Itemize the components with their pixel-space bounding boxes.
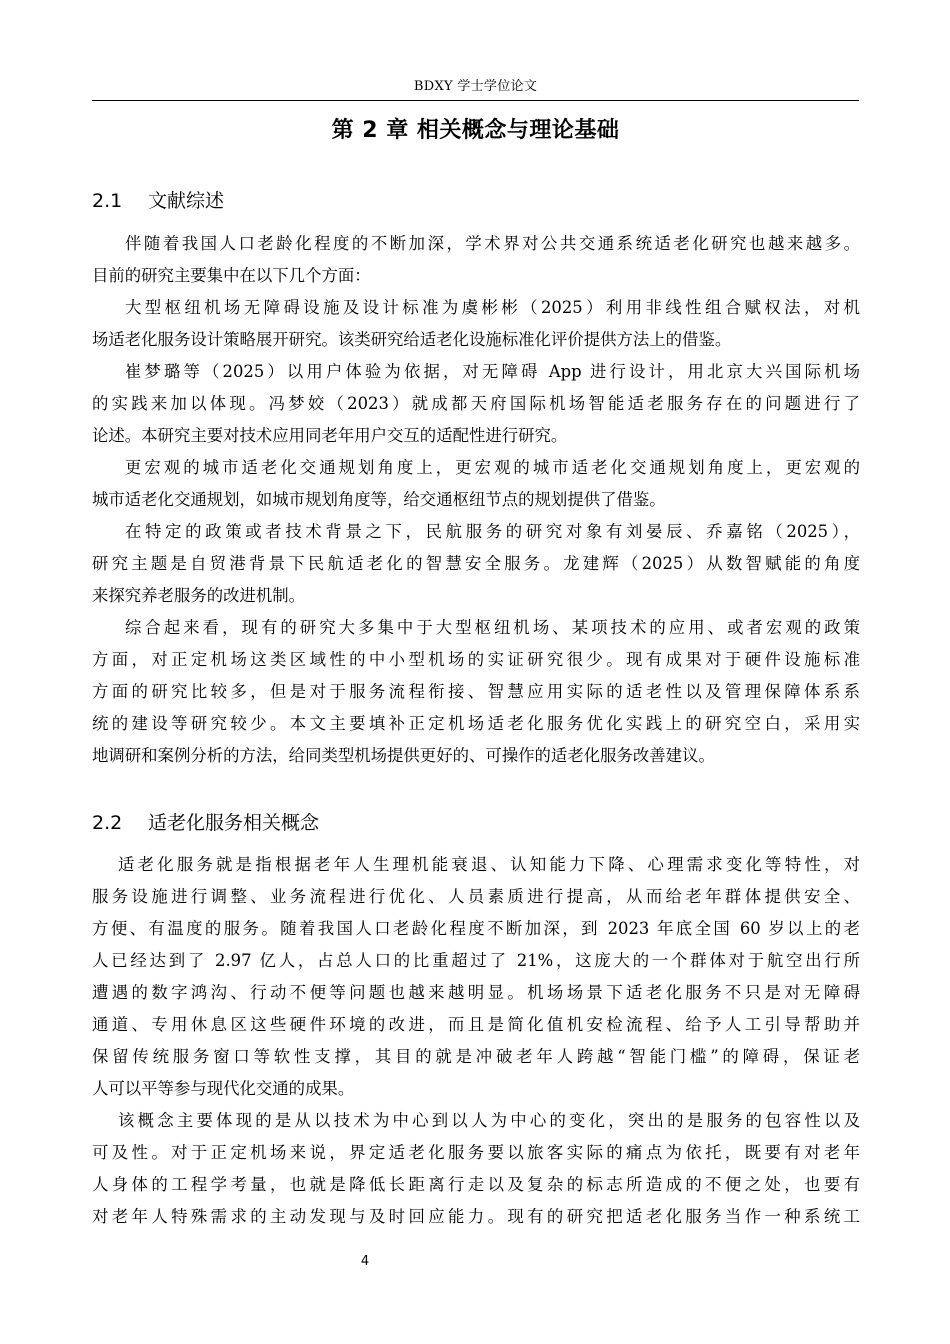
- text-line: 的实践来加以体现。冯梦姣（2023）就成都天府国际机场智能适老服务存在的问题进行了: [92, 394, 860, 413]
- section-number: 2.2: [92, 812, 123, 834]
- text-line: 方面，对正定机场这类区域性的中小型机场的实证研究很少。现有成果对于硬件设施标准: [92, 650, 860, 669]
- section-title: 文献综述: [148, 190, 225, 212]
- text-line: 人可以平等参与现代化交通的成果。: [92, 1079, 355, 1098]
- text-line: 方面的研究比较多，但是对于服务流程衔接、智慧应用实际的适老性以及管理保障体系系: [92, 682, 860, 701]
- text-line: 地调研和案例分析的方法，给同类型机场提供更好的、可操作的适老化服务改善建议。: [92, 746, 715, 765]
- text-line: 人已经达到了 2.97 亿人，占总人口的比重超过了 21%，这庞大的一个群体对于航空出行所: [92, 951, 860, 970]
- page-number: 4: [360, 1254, 370, 1269]
- text-line: 伴随着我国人口老龄化程度的不断加深，学术界对公共交通系统适老化研究也越来越多。: [125, 234, 860, 253]
- text-line: 崔梦璐等（2025）以用户体验为依据，对无障碍 App 进行设计，用北京大兴国际机场: [125, 362, 860, 381]
- running-header: BDXY 学士学位论文: [413, 79, 538, 94]
- chapter-title: 第 2 章 相关概念与理论基础: [331, 118, 620, 143]
- text-line: 该概念主要体现的是从以技术为中心到以人为中心的变化，突出的是服务的包容性以及: [118, 1111, 860, 1130]
- text-line: 综合起来看，现有的研究大多集中于大型枢纽机场、某项技术的应用、或者宏观的政策: [125, 618, 860, 637]
- text-line: 更宏观的城市适老化交通规划角度上，更宏观的城市适老化交通规划角度上，更宏观的: [125, 458, 860, 477]
- text-line: 服务设施进行调整、业务流程进行优化、人员素质进行提高，从而给老年群体提供安全、: [92, 887, 860, 906]
- text-line: 方便、有温度的服务。随着我国人口老龄化程度不断加深，到 2023 年底全国 60 岁以上的老: [92, 919, 860, 938]
- text-line: 论述。本研究主要对技术应用同老年用户交互的适配性进行研究。: [92, 426, 568, 445]
- section-2-1-body: [92, 228, 860, 772]
- text-line: 在特定的政策或者技术背景之下，民航服务的研究对象有刘晏辰、乔嘉铭（2025），: [125, 522, 860, 541]
- text-line: 目前的研究主要集中在以下几个方面：: [92, 266, 371, 285]
- text-line: 对老年人特殊需求的主动发现与及时回应能力。现有的研究把适老化服务当作一种系统工: [92, 1207, 860, 1226]
- text-line: 大型枢纽机场无障碍设施及设计标准为虞彬彬（2025）利用非线性组合赋权法，对机: [125, 298, 860, 317]
- header-divider: [92, 100, 859, 101]
- section-2-2-body: [92, 849, 860, 1233]
- text-line: 可及性。对于正定机场来说，界定适老化服务要以旅客实际的痛点为依托，既要有对老年: [92, 1143, 860, 1162]
- text-line: 通道、专用休息区这些硬件环境的改进，而且是简化值机安检流程、给予人工引导帮助并: [92, 1015, 860, 1034]
- text-line: 来探究养老服务的改进机制。: [92, 586, 306, 605]
- text-line: 人身体的工程学考量，也就是降低长距离行走以及复杂的标志所造成的不便之处，也要有: [92, 1175, 860, 1194]
- text-line: 遭遇的数字鸿沟、行动不便等问题也越来越明显。机场场景下适老化服务不只是对无障碍: [92, 983, 860, 1002]
- text-line: 适老化服务就是指根据老年人生理机能衰退、认知能力下降、心理需求变化等特性，对: [118, 855, 860, 874]
- text-line: 城市适老化交通规划，如城市规划角度等，给交通枢纽节点的规划提供了借鉴。: [92, 490, 666, 509]
- section-heading-2-2: [92, 810, 319, 836]
- text-line: 研究主题是自贸港背景下民航适老化的智慧安全服务。龙建辉（2025）从数智赋能的角度: [92, 554, 860, 573]
- section-title: 适老化服务相关概念: [148, 812, 320, 834]
- text-line: 场适老化服务设计策略展开研究。该类研究给适老化设施标准化评价提供方法上的借鉴。: [92, 330, 732, 349]
- section-number: 2.1: [92, 190, 123, 212]
- text-line: 统的建设等研究较少。本文主要填补正定机场适老化服务优化实践上的研究空白，采用实: [92, 714, 860, 733]
- text-line: 保留传统服务窗口等软性支撑，其目的就是冲破老年人跨越“智能门槛”的障碍，保证老: [92, 1047, 860, 1066]
- section-heading-2-1: [92, 188, 224, 214]
